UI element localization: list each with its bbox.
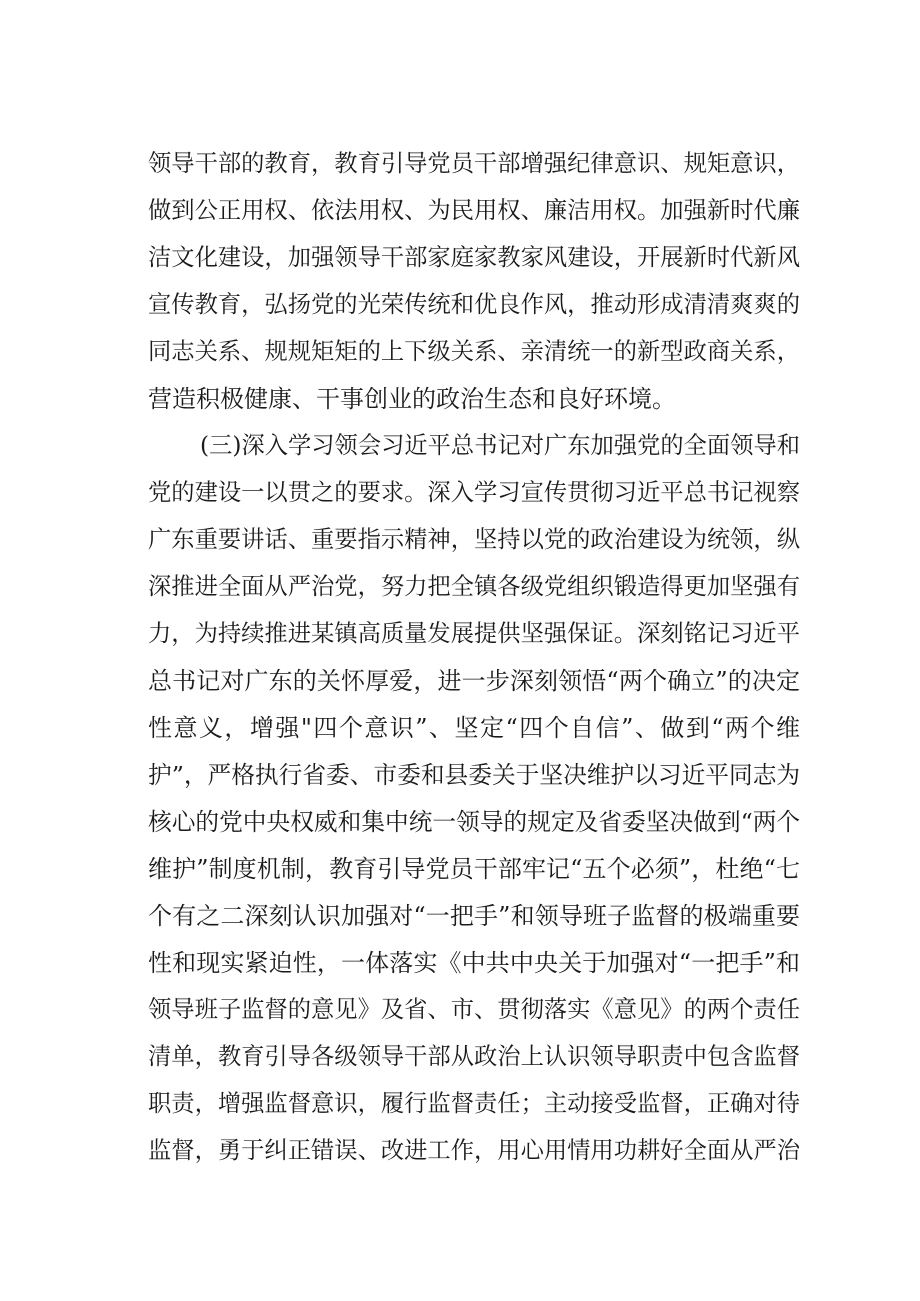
text-line: 深推进全面从严治党，努力把全镇各级党组织锻造得更加坚强有: [148, 573, 800, 600]
text-line: 职责，增强监督意识，履行监督责任；主动接受监督，正确对待: [148, 1090, 800, 1117]
text-line: 领导班子监督的意见》及省、市、贯彻落实《意见》的两个责任: [148, 996, 800, 1023]
text-line: 监督，勇于纠正错误、改进工作，用心用情用功耕好全面从严治: [148, 1137, 800, 1164]
text-line: 宣传教育，弘扬党的光荣传统和优良作风，推动形成清清爽爽的: [148, 291, 800, 318]
text-line: 护”，严格执行省委、市委和县委关于坚决维护以习近平同志为: [148, 761, 801, 789]
text-line: 党的建设一以贯之的要求。深入学习宣传贯彻习近平总书记视察: [148, 479, 800, 506]
text-line: 总书记对广东的关怀厚爱，进一步深刻领悟“两个确立”的决定: [148, 667, 800, 695]
text-line: 性意义，增强"四个意识”、坚定“四个自信”、做到“两个维: [148, 714, 800, 742]
text-line: 清单，教育引导各级领导干部从政治上认识领导职责中包含监督: [148, 1043, 800, 1070]
text-line: 领导干部的教育，教育引导党员干部增强纪律意识、规矩意识，: [148, 150, 800, 177]
text-line: 维护”制度机制，教育引导党员干部牢记“五个必须”，杜绝“七: [148, 855, 800, 883]
text-line: 做到公正用权、依法用权、为民用权、廉洁用权。加强新时代廉: [148, 197, 800, 224]
section-heading-line: (三)深入学习领会习近平总书记对广东加强党的全面领导和: [200, 432, 800, 459]
text-line: 同志关系、规规矩矩的上下级关系、亲清统一的新型政商关系，: [148, 338, 800, 365]
text-line: 力，为持续推进某镇高质量发展提供坚强保证。深刻铭记习近平: [148, 620, 800, 647]
text-line: 性和现实紧迫性，一体落实《中共中央关于加强对“一把手”和: [148, 949, 800, 977]
text-line: 洁文化建设，加强领导干部家庭家教家风建设，开展新时代新风: [148, 244, 800, 271]
text-line: 营造积极健康、干事创业的政治生态和良好环境。: [148, 385, 676, 413]
text-line: 广东重要讲话、重要指示精神，坚持以党的政治建设为统领，纵: [148, 526, 800, 553]
text-line: 核心的党中央权威和集中统一领导的规定及省委坚决做到“两个: [148, 808, 801, 836]
text-line: 个有之二深刻认识加强对“一把手”和领导班子监督的极端重要: [148, 902, 800, 930]
